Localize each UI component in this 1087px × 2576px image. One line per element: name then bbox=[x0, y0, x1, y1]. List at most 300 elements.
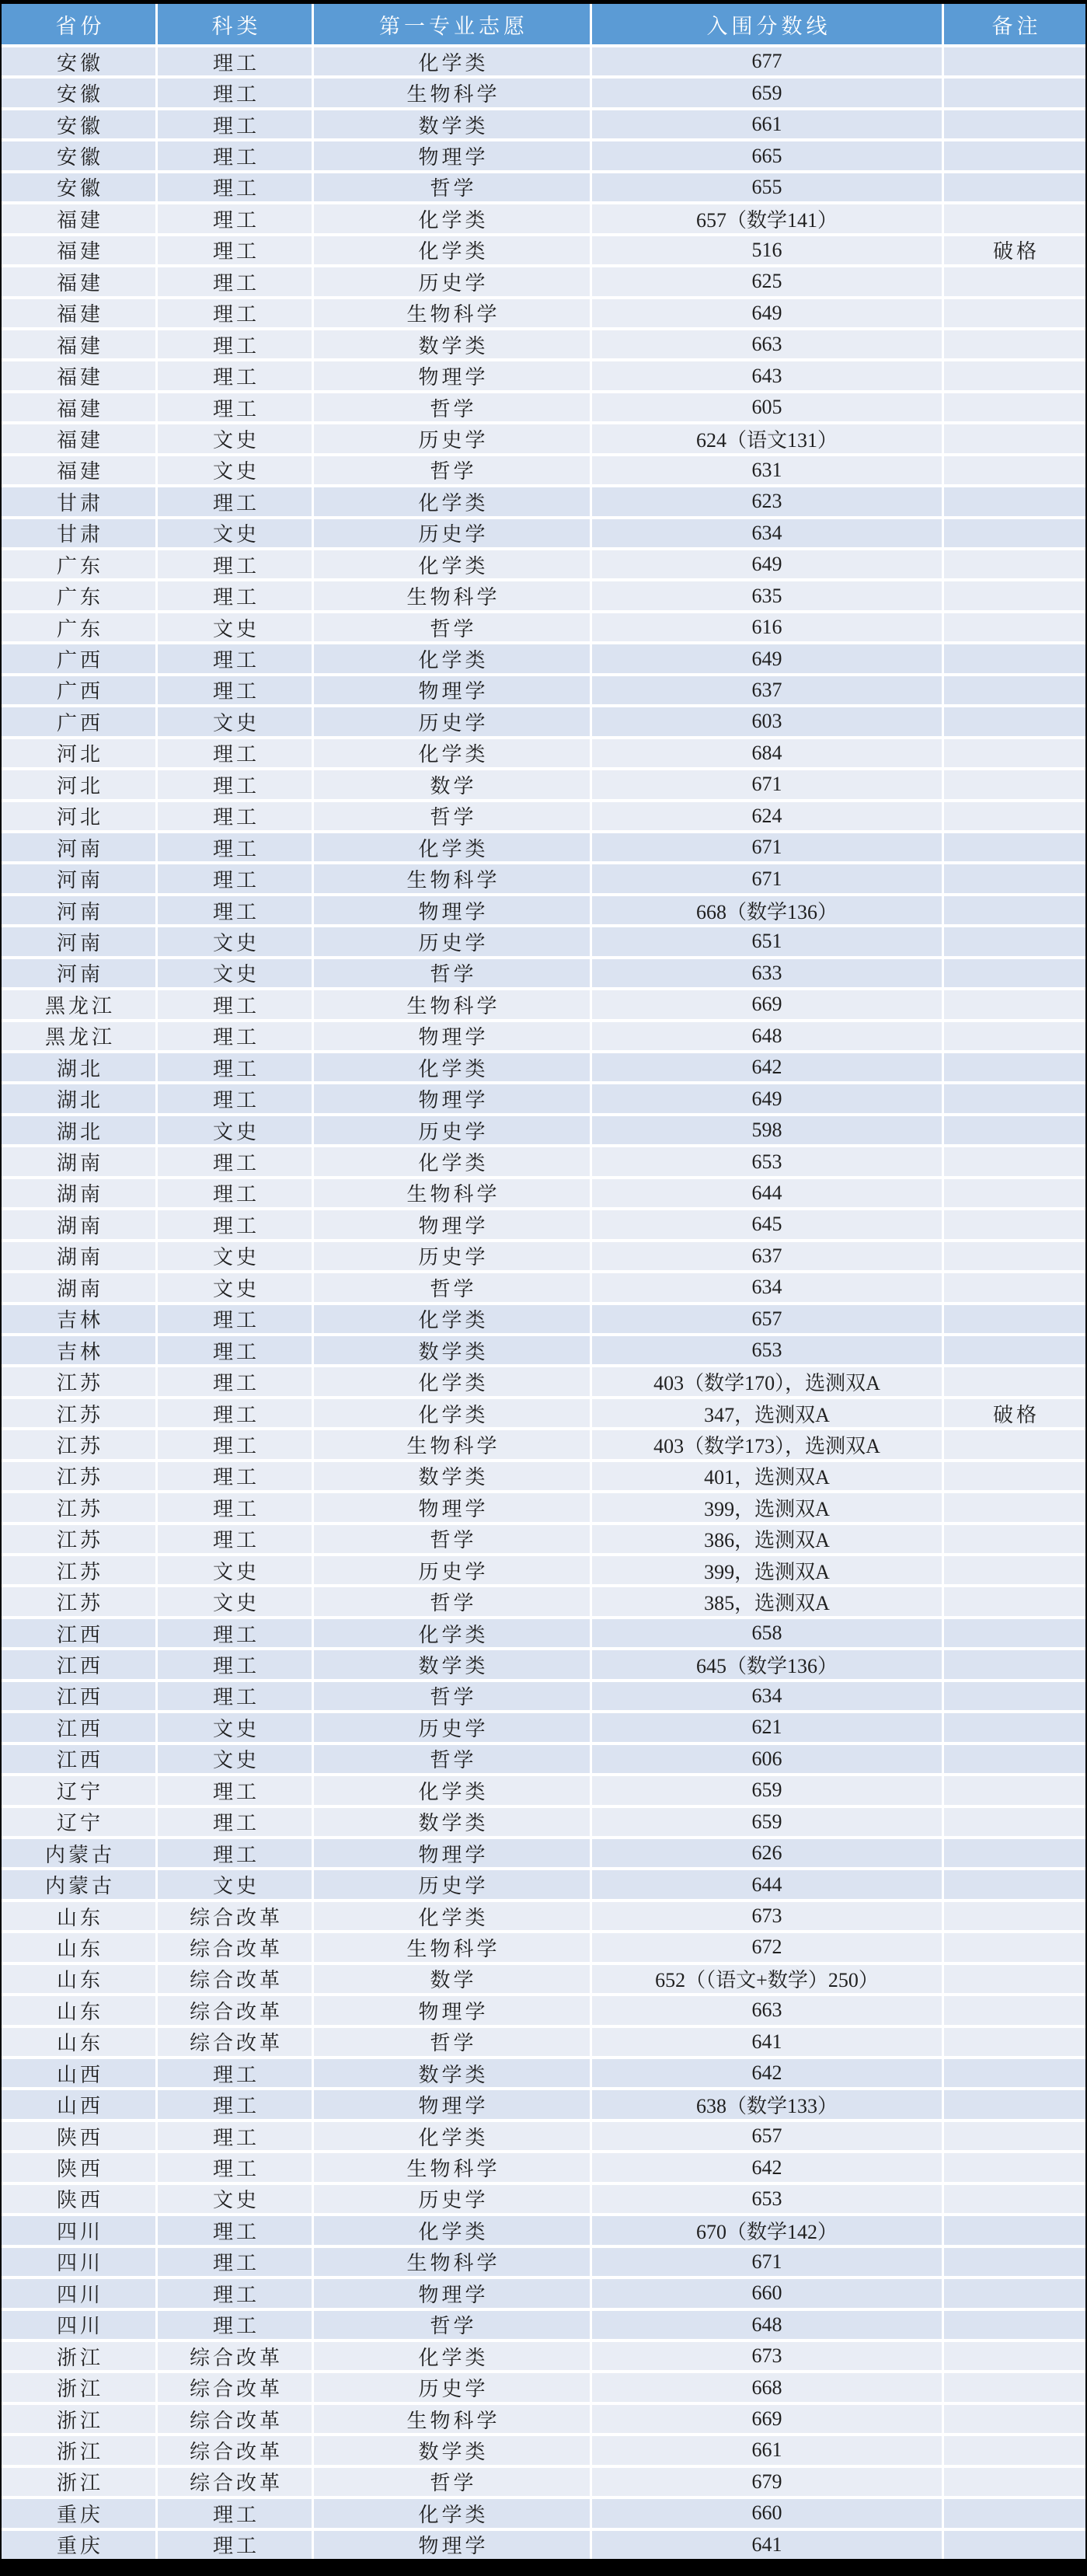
cell-note bbox=[944, 739, 1085, 767]
cell-category: 理工 bbox=[158, 393, 312, 421]
cell-note bbox=[944, 173, 1085, 201]
table-row bbox=[2, 1933, 1085, 1961]
cell-category: 综合改革 bbox=[158, 1965, 312, 1993]
cell-province: 江苏 bbox=[2, 1493, 155, 1521]
cell-note bbox=[944, 1210, 1085, 1238]
cell-category: 理工 bbox=[158, 833, 312, 861]
table-row bbox=[2, 833, 1085, 861]
table-row bbox=[2, 1242, 1085, 1270]
cell-province: 江西 bbox=[2, 1650, 155, 1678]
cell-score: 661 bbox=[592, 110, 942, 138]
table-row bbox=[2, 1619, 1085, 1647]
cell-note bbox=[944, 141, 1085, 169]
table-row bbox=[2, 927, 1085, 955]
table-row bbox=[2, 1902, 1085, 1930]
cell-major: 哲学 bbox=[314, 173, 590, 201]
cell-major: 化学类 bbox=[314, 204, 590, 232]
cell-category: 理工 bbox=[158, 173, 312, 201]
cell-province: 江苏 bbox=[2, 1430, 155, 1458]
cell-score: 653 bbox=[592, 1336, 942, 1364]
table-row bbox=[2, 1210, 1085, 1238]
cell-score: 642 bbox=[592, 2059, 942, 2087]
cell-category: 理工 bbox=[158, 770, 312, 798]
table-row bbox=[2, 2248, 1085, 2276]
cell-province: 甘肃 bbox=[2, 487, 155, 515]
cell-province: 浙江 bbox=[2, 2436, 155, 2464]
cell-category: 理工 bbox=[158, 1053, 312, 1081]
cell-score: 649 bbox=[592, 299, 942, 327]
cell-category: 理工 bbox=[158, 802, 312, 830]
cell-category: 理工 bbox=[158, 990, 312, 1018]
cell-score: 624 bbox=[592, 802, 942, 830]
cell-score: 657（数学141） bbox=[592, 204, 942, 232]
cell-score: 623 bbox=[592, 487, 942, 515]
cell-province: 内蒙古 bbox=[2, 1839, 155, 1867]
cell-category: 理工 bbox=[158, 550, 312, 578]
cell-category: 文史 bbox=[158, 519, 312, 547]
cell-province: 广西 bbox=[2, 676, 155, 704]
cell-score: 401，选测双A bbox=[592, 1462, 942, 1490]
table-header-row bbox=[2, 4, 1085, 44]
cell-score: 606 bbox=[592, 1745, 942, 1773]
cell-score: 672 bbox=[592, 1933, 942, 1961]
cell-category: 理工 bbox=[158, 864, 312, 892]
table-row bbox=[2, 644, 1085, 672]
cell-category: 理工 bbox=[158, 79, 312, 106]
cell-score: 624（语文131） bbox=[592, 424, 942, 452]
cell-major: 哲学 bbox=[314, 802, 590, 830]
cell-major: 历史学 bbox=[314, 2373, 590, 2401]
cell-note bbox=[944, 1053, 1085, 1081]
cell-category: 理工 bbox=[158, 2153, 312, 2181]
cell-category: 理工 bbox=[158, 330, 312, 358]
table-row bbox=[2, 361, 1085, 389]
cell-note bbox=[944, 2342, 1085, 2370]
cell-category: 理工 bbox=[158, 1839, 312, 1867]
cell-major: 化学类 bbox=[314, 2342, 590, 2370]
cell-major: 生物科学 bbox=[314, 1430, 590, 1458]
table-row bbox=[2, 1965, 1085, 1993]
cell-province: 浙江 bbox=[2, 2405, 155, 2433]
table-row bbox=[2, 1713, 1085, 1741]
cell-score: 641 bbox=[592, 2028, 942, 2056]
cell-category: 综合改革 bbox=[158, 1996, 312, 2024]
cell-category: 理工 bbox=[158, 2531, 312, 2559]
cell-note bbox=[944, 2028, 1085, 2056]
cell-score: 673 bbox=[592, 2342, 942, 2370]
cell-major: 数学类 bbox=[314, 110, 590, 138]
cell-category: 理工 bbox=[158, 47, 312, 75]
cell-major: 哲学 bbox=[314, 2468, 590, 2496]
cell-major: 历史学 bbox=[314, 1713, 590, 1741]
cell-category: 文史 bbox=[158, 1556, 312, 1584]
cell-score: 657 bbox=[592, 2122, 942, 2150]
cell-note bbox=[944, 644, 1085, 672]
cell-score: 621 bbox=[592, 1713, 942, 1741]
table-row bbox=[2, 204, 1085, 232]
cell-note bbox=[944, 1682, 1085, 1710]
cell-note bbox=[944, 550, 1085, 578]
cell-note bbox=[944, 1776, 1085, 1804]
cell-score: 671 bbox=[592, 864, 942, 892]
table-row bbox=[2, 1273, 1085, 1301]
cell-score: 671 bbox=[592, 770, 942, 798]
cell-category: 理工 bbox=[158, 644, 312, 672]
cell-category: 综合改革 bbox=[158, 2468, 312, 2496]
cell-note bbox=[944, 833, 1085, 861]
cell-score: 649 bbox=[592, 1084, 942, 1112]
cell-category: 理工 bbox=[158, 1210, 312, 1238]
table-row bbox=[2, 1587, 1085, 1615]
table-row bbox=[2, 2059, 1085, 2087]
cell-category: 理工 bbox=[158, 896, 312, 924]
cell-note bbox=[944, 2405, 1085, 2433]
cell-score: 634 bbox=[592, 519, 942, 547]
cell-province: 浙江 bbox=[2, 2373, 155, 2401]
cell-major: 化学类 bbox=[314, 1776, 590, 1804]
cell-note bbox=[944, 1587, 1085, 1615]
cell-note bbox=[944, 1273, 1085, 1301]
cell-category: 理工 bbox=[158, 1399, 312, 1427]
cell-category: 文史 bbox=[158, 2185, 312, 2213]
cell-note bbox=[944, 2499, 1085, 2527]
column-header-qualifying-score-line: 入围分数线 bbox=[592, 4, 942, 44]
cell-score: 668 bbox=[592, 2373, 942, 2401]
cell-note bbox=[944, 267, 1085, 295]
cell-major: 数学类 bbox=[314, 1336, 590, 1364]
table-row bbox=[2, 2311, 1085, 2339]
cell-score: 645 bbox=[592, 1210, 942, 1238]
cell-province: 浙江 bbox=[2, 2468, 155, 2496]
cell-note bbox=[944, 1147, 1085, 1175]
cell-note bbox=[944, 2436, 1085, 2464]
table-row bbox=[2, 2090, 1085, 2118]
cell-major: 哲学 bbox=[314, 1273, 590, 1301]
cell-major: 化学类 bbox=[314, 1305, 590, 1333]
cell-major: 数学类 bbox=[314, 1650, 590, 1678]
cell-score: 637 bbox=[592, 1242, 942, 1270]
cell-category: 理工 bbox=[158, 361, 312, 389]
table-row bbox=[2, 1808, 1085, 1836]
cell-major: 化学类 bbox=[314, 47, 590, 75]
cell-major: 化学类 bbox=[314, 644, 590, 672]
cell-score: 684 bbox=[592, 739, 942, 767]
table-row bbox=[2, 1399, 1085, 1427]
cell-category: 理工 bbox=[158, 1776, 312, 1804]
cell-major: 哲学 bbox=[314, 613, 590, 641]
table-row bbox=[2, 2028, 1085, 2056]
cell-category: 理工 bbox=[158, 676, 312, 704]
cell-major: 历史学 bbox=[314, 1870, 590, 1898]
cell-score: 669 bbox=[592, 2405, 942, 2433]
cell-major: 哲学 bbox=[314, 393, 590, 421]
table-row bbox=[2, 770, 1085, 798]
cell-score: 669 bbox=[592, 990, 942, 1018]
cell-note bbox=[944, 330, 1085, 358]
cell-major: 哲学 bbox=[314, 456, 590, 484]
table-row bbox=[2, 2499, 1085, 2527]
cell-major: 物理学 bbox=[314, 896, 590, 924]
cell-score: 660 bbox=[592, 2279, 942, 2307]
cell-province: 甘肃 bbox=[2, 519, 155, 547]
table-row bbox=[2, 2279, 1085, 2307]
cell-province: 广东 bbox=[2, 550, 155, 578]
cell-note bbox=[944, 1619, 1085, 1647]
cell-score: 660 bbox=[592, 2499, 942, 2527]
table-row bbox=[2, 173, 1085, 201]
cell-major: 物理学 bbox=[314, 1996, 590, 2024]
cell-score: 649 bbox=[592, 550, 942, 578]
table-row bbox=[2, 330, 1085, 358]
cell-score: 677 bbox=[592, 47, 942, 75]
cell-note bbox=[944, 2248, 1085, 2276]
cell-major: 哲学 bbox=[314, 1682, 590, 1710]
cell-score: 386，选测双A bbox=[592, 1525, 942, 1553]
table-row bbox=[2, 299, 1085, 327]
cell-major: 数学类 bbox=[314, 1462, 590, 1490]
cell-province: 黑龙江 bbox=[2, 1022, 155, 1050]
cell-province: 河南 bbox=[2, 959, 155, 987]
cell-score: 625 bbox=[592, 267, 942, 295]
cell-province: 江苏 bbox=[2, 1556, 155, 1584]
cell-score: 657 bbox=[592, 1305, 942, 1333]
cell-category: 理工 bbox=[158, 1650, 312, 1678]
cell-major: 物理学 bbox=[314, 2531, 590, 2559]
cell-note bbox=[944, 802, 1085, 830]
cell-score: 670（数学142） bbox=[592, 2216, 942, 2244]
cell-province: 河北 bbox=[2, 739, 155, 767]
table-row bbox=[2, 739, 1085, 767]
table-row bbox=[2, 1776, 1085, 1804]
cell-score: 605 bbox=[592, 393, 942, 421]
cell-note bbox=[944, 1556, 1085, 1584]
cell-major: 物理学 bbox=[314, 361, 590, 389]
cell-note bbox=[944, 1808, 1085, 1836]
cell-score: 651 bbox=[592, 927, 942, 955]
cell-category: 理工 bbox=[158, 1462, 312, 1490]
table-row bbox=[2, 236, 1085, 264]
table-row bbox=[2, 990, 1085, 1018]
cell-category: 理工 bbox=[158, 2248, 312, 2276]
cell-major: 历史学 bbox=[314, 1242, 590, 1270]
cell-score: 598 bbox=[592, 1116, 942, 1144]
table-row bbox=[2, 1336, 1085, 1364]
table-row bbox=[2, 1525, 1085, 1553]
cell-major: 生物科学 bbox=[314, 2248, 590, 2276]
table-row bbox=[2, 1870, 1085, 1898]
cell-province: 河南 bbox=[2, 864, 155, 892]
cell-province: 四川 bbox=[2, 2279, 155, 2307]
cell-major: 物理学 bbox=[314, 1084, 590, 1112]
cell-category: 文史 bbox=[158, 1273, 312, 1301]
table-row bbox=[2, 2216, 1085, 2244]
table-row bbox=[2, 707, 1085, 735]
cell-note bbox=[944, 1839, 1085, 1867]
cell-note bbox=[944, 393, 1085, 421]
table-row bbox=[2, 1053, 1085, 1081]
cell-province: 四川 bbox=[2, 2311, 155, 2339]
cell-province: 福建 bbox=[2, 361, 155, 389]
table-row bbox=[2, 141, 1085, 169]
cell-major: 历史学 bbox=[314, 1116, 590, 1144]
cell-note bbox=[944, 1242, 1085, 1270]
cell-score: 653 bbox=[592, 1147, 942, 1175]
cell-category: 理工 bbox=[158, 1305, 312, 1333]
cell-score: 668（数学136） bbox=[592, 896, 942, 924]
cell-category: 文史 bbox=[158, 1587, 312, 1615]
cell-score: 642 bbox=[592, 1053, 942, 1081]
table-row bbox=[2, 802, 1085, 830]
table-row bbox=[2, 896, 1085, 924]
cell-note bbox=[944, 1965, 1085, 1993]
cell-score: 644 bbox=[592, 1179, 942, 1207]
cell-note bbox=[944, 613, 1085, 641]
cell-major: 历史学 bbox=[314, 519, 590, 547]
cell-note bbox=[944, 2311, 1085, 2339]
cell-category: 理工 bbox=[158, 1493, 312, 1521]
table-row bbox=[2, 864, 1085, 892]
cell-province: 江苏 bbox=[2, 1367, 155, 1395]
cell-score: 641 bbox=[592, 2531, 942, 2559]
cell-province: 福建 bbox=[2, 393, 155, 421]
cell-score: 652（（语文+数学）250） bbox=[592, 1965, 942, 1993]
cell-major: 哲学 bbox=[314, 1745, 590, 1773]
table-row bbox=[2, 47, 1085, 75]
table-row bbox=[2, 1682, 1085, 1710]
cell-province: 福建 bbox=[2, 267, 155, 295]
cell-province: 河南 bbox=[2, 896, 155, 924]
table-row bbox=[2, 1650, 1085, 1678]
cell-major: 物理学 bbox=[314, 1022, 590, 1050]
cell-province: 黑龙江 bbox=[2, 990, 155, 1018]
cell-province: 福建 bbox=[2, 236, 155, 264]
table-row bbox=[2, 79, 1085, 106]
cell-score: 643 bbox=[592, 361, 942, 389]
cell-major: 历史学 bbox=[314, 707, 590, 735]
cell-category: 文史 bbox=[158, 959, 312, 987]
cell-major: 物理学 bbox=[314, 1493, 590, 1521]
cell-province: 湖南 bbox=[2, 1147, 155, 1175]
cell-score: 649 bbox=[592, 644, 942, 672]
cell-note bbox=[944, 1179, 1085, 1207]
cell-category: 文史 bbox=[158, 1242, 312, 1270]
cell-note bbox=[944, 2153, 1085, 2181]
cell-category: 理工 bbox=[158, 236, 312, 264]
cell-major: 生物科学 bbox=[314, 864, 590, 892]
cell-category: 理工 bbox=[158, 2090, 312, 2118]
cell-province: 江苏 bbox=[2, 1525, 155, 1553]
cell-category: 理工 bbox=[158, 1084, 312, 1112]
cell-score: 642 bbox=[592, 2153, 942, 2181]
cell-note bbox=[944, 1870, 1085, 1898]
cell-note bbox=[944, 2279, 1085, 2307]
cell-major: 生物科学 bbox=[314, 299, 590, 327]
cell-major: 数学类 bbox=[314, 330, 590, 358]
cell-note bbox=[944, 1493, 1085, 1521]
cell-province: 江苏 bbox=[2, 1399, 155, 1427]
cell-province: 江西 bbox=[2, 1619, 155, 1647]
cell-note bbox=[944, 2185, 1085, 2213]
cell-province: 广东 bbox=[2, 613, 155, 641]
cell-note bbox=[944, 1116, 1085, 1144]
cell-major: 哲学 bbox=[314, 2028, 590, 2056]
cell-score: 659 bbox=[592, 1808, 942, 1836]
column-header-first-major-choice: 第一专业志愿 bbox=[314, 4, 590, 44]
cell-province: 吉林 bbox=[2, 1336, 155, 1364]
cell-note bbox=[944, 864, 1085, 892]
table-row bbox=[2, 1305, 1085, 1333]
cell-major: 物理学 bbox=[314, 141, 590, 169]
cell-category: 理工 bbox=[158, 487, 312, 515]
cell-province: 河北 bbox=[2, 770, 155, 798]
cell-category: 文史 bbox=[158, 707, 312, 735]
cell-province: 陕西 bbox=[2, 2153, 155, 2181]
cell-major: 物理学 bbox=[314, 676, 590, 704]
cell-note bbox=[944, 361, 1085, 389]
cell-note bbox=[944, 1022, 1085, 1050]
cell-note bbox=[944, 1462, 1085, 1490]
cell-score: 635 bbox=[592, 581, 942, 609]
cell-note bbox=[944, 1336, 1085, 1364]
table-row bbox=[2, 2122, 1085, 2150]
table-row bbox=[2, 1839, 1085, 1867]
cell-major: 化学类 bbox=[314, 1147, 590, 1175]
cell-province: 湖北 bbox=[2, 1053, 155, 1081]
table-row bbox=[2, 519, 1085, 547]
cell-category: 理工 bbox=[158, 739, 312, 767]
cell-province: 福建 bbox=[2, 424, 155, 452]
cell-province: 江西 bbox=[2, 1745, 155, 1773]
table-row bbox=[2, 2153, 1085, 2181]
cell-category: 综合改革 bbox=[158, 1933, 312, 1961]
cell-category: 理工 bbox=[158, 2279, 312, 2307]
cell-category: 理工 bbox=[158, 1147, 312, 1175]
cell-province: 安徽 bbox=[2, 79, 155, 106]
column-header-category: 科类 bbox=[158, 4, 312, 44]
cell-category: 综合改革 bbox=[158, 1902, 312, 1930]
cell-score: 661 bbox=[592, 2436, 942, 2464]
cell-province: 安徽 bbox=[2, 110, 155, 138]
table-row bbox=[2, 550, 1085, 578]
cell-province: 福建 bbox=[2, 330, 155, 358]
cell-note bbox=[944, 299, 1085, 327]
cell-province: 江西 bbox=[2, 1713, 155, 1741]
cell-note bbox=[944, 707, 1085, 735]
cell-category: 理工 bbox=[158, 2059, 312, 2087]
table-row bbox=[2, 1022, 1085, 1050]
cell-score: 634 bbox=[592, 1682, 942, 1710]
cell-major: 物理学 bbox=[314, 2279, 590, 2307]
cell-province: 江西 bbox=[2, 1682, 155, 1710]
cell-category: 理工 bbox=[158, 1430, 312, 1458]
cell-score: 659 bbox=[592, 79, 942, 106]
column-header-province: 省份 bbox=[2, 4, 155, 44]
table-row bbox=[2, 487, 1085, 515]
cell-score: 665 bbox=[592, 141, 942, 169]
cell-score: 634 bbox=[592, 1273, 942, 1301]
cell-note bbox=[944, 204, 1085, 232]
cell-major: 生物科学 bbox=[314, 79, 590, 106]
table-row bbox=[2, 1116, 1085, 1144]
cell-province: 湖北 bbox=[2, 1116, 155, 1144]
cell-category: 综合改革 bbox=[158, 2373, 312, 2401]
table-row bbox=[2, 2185, 1085, 2213]
cell-province: 内蒙古 bbox=[2, 1870, 155, 1898]
cell-province: 重庆 bbox=[2, 2531, 155, 2559]
cell-category: 理工 bbox=[158, 1808, 312, 1836]
cell-score: 403（数学173），选测双A bbox=[592, 1430, 942, 1458]
cell-province: 四川 bbox=[2, 2248, 155, 2276]
